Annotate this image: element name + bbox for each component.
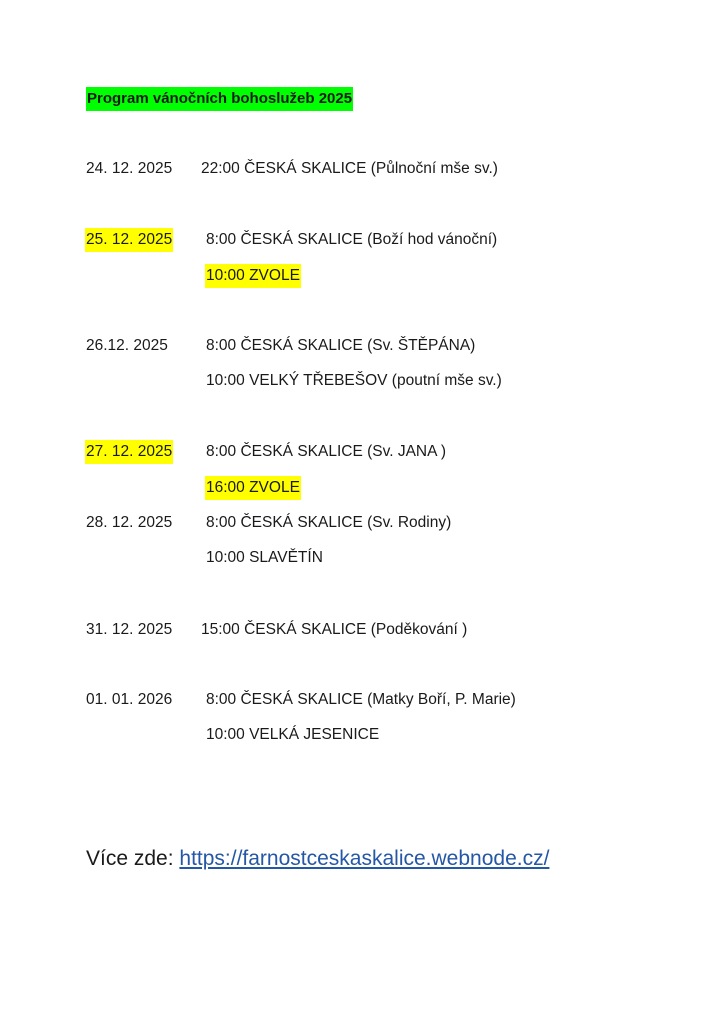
document-title: Program vánočních bohoslužeb 2025 — [86, 87, 353, 111]
date-27-12: 27. 12. 2025 — [85, 440, 173, 464]
service-01-01-2: 10:00 VELKÁ JESENICE — [206, 726, 380, 743]
service-26-12-2: 10:00 VELKÝ TŘEBEŠOV (poutní mše sv.) — [206, 372, 502, 389]
website-link[interactable]: https://farnostceskaskalice.webnode.cz/ — [179, 847, 550, 870]
footer-label: Více zde: — [86, 847, 180, 870]
service-25-12-2: 10:00 ZVOLE — [205, 264, 301, 288]
service-28-12-1: 8:00 ČESKÁ SKALICE (Sv. Rodiny) — [206, 514, 452, 531]
service-27-12-1: 8:00 ČESKÁ SKALICE (Sv. JANA ) — [206, 443, 447, 460]
service-24-12-1: 22:00 ČESKÁ SKALICE (Půlnoční mše sv.) — [201, 160, 498, 177]
service-01-01-1: 8:00 ČESKÁ SKALICE (Matky Boří, P. Marie) — [206, 691, 516, 708]
date-24-12: 24. 12. 2025 — [86, 160, 173, 177]
date-28-12: 28. 12. 2025 — [86, 514, 173, 531]
date-26-12: 26.12. 2025 — [86, 337, 168, 354]
date-01-01: 01. 01. 2026 — [86, 691, 173, 708]
footer — [86, 843, 549, 875]
service-25-12-1: 8:00 ČESKÁ SKALICE (Boží hod vánoční) — [206, 231, 498, 248]
service-31-12-1: 15:00 ČESKÁ SKALICE (Poděkování ) — [201, 621, 468, 638]
date-25-12: 25. 12. 2025 — [85, 228, 173, 252]
service-27-12-2: 16:00 ZVOLE — [205, 476, 301, 500]
service-26-12-1: 8:00 ČESKÁ SKALICE (Sv. ŠTĚPÁNA) — [206, 337, 476, 354]
service-28-12-2: 10:00 SLAVĚTÍN — [206, 549, 323, 566]
date-31-12: 31. 12. 2025 — [86, 621, 173, 638]
